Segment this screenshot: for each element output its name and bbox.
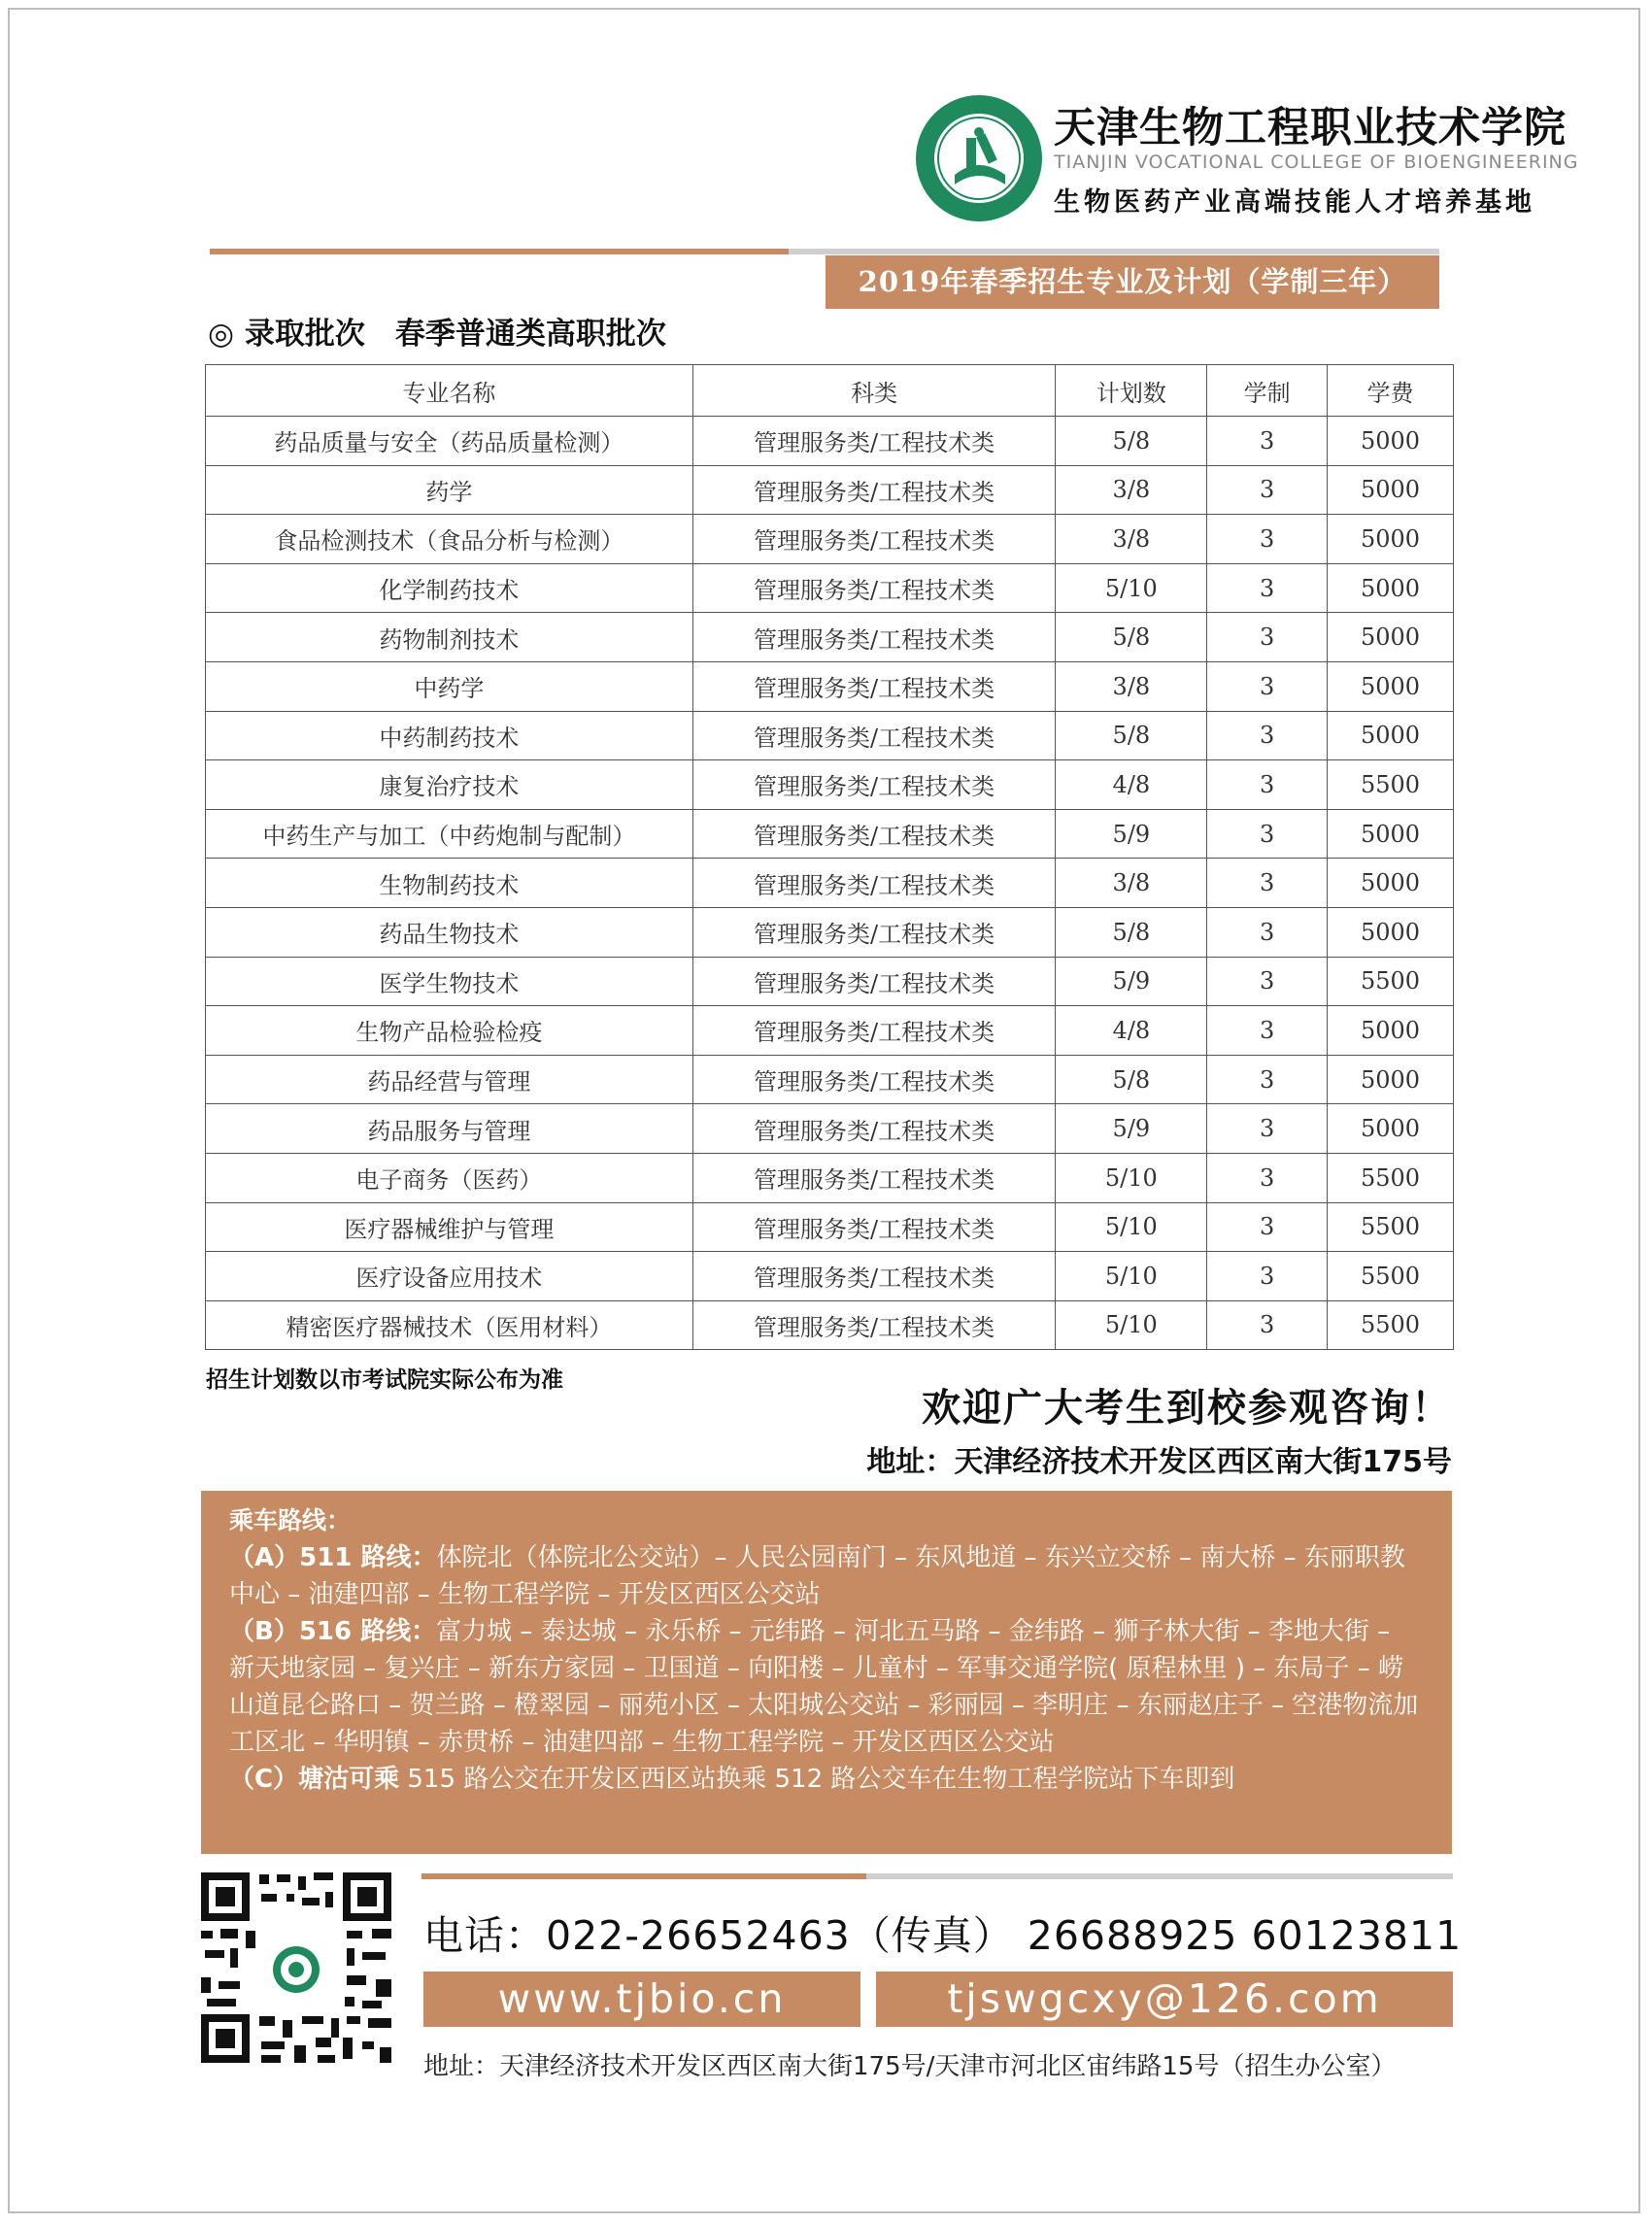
table-cell: 食品检测技术（食品分析与检测） [206, 515, 693, 564]
table-cell: 康复治疗技术 [206, 760, 693, 810]
table-cell: 管理服务类/工程技术类 [692, 1153, 1056, 1202]
table-cell: 5000 [1328, 907, 1454, 957]
table-row [206, 515, 1454, 564]
column-header: 科类 [692, 365, 1056, 417]
table-cell: 3 [1207, 661, 1328, 711]
table-cell: 3 [1207, 1055, 1328, 1104]
school-name-en: TIANJIN VOCATIONAL COLLEGE OF BIOENGINEERING [1054, 152, 1579, 173]
route-b-label: （B）516 路线： [229, 1617, 437, 1646]
table-cell: 生物产品检验检疫 [206, 1006, 693, 1056]
table-cell: 5500 [1328, 1202, 1454, 1252]
table-cell: 3 [1207, 957, 1328, 1006]
table-cell: 5000 [1328, 859, 1454, 908]
table-row [206, 1300, 1454, 1350]
table-cell: 5/9 [1056, 957, 1207, 1006]
table-row [206, 465, 1454, 515]
table-cell: 5/10 [1056, 1300, 1207, 1350]
table-cell: 3 [1207, 711, 1328, 760]
table-cell: 管理服务类/工程技术类 [692, 1104, 1056, 1154]
table-cell: 5/8 [1056, 613, 1207, 662]
table-cell: 3 [1207, 809, 1328, 859]
table-cell: 5/8 [1056, 907, 1207, 957]
school-slogan: 生物医药产业高端技能人才培养基地 [1054, 187, 1535, 218]
table-cell: 3 [1207, 465, 1328, 515]
table-cell: 3 [1207, 417, 1328, 466]
table-cell: 管理服务类/工程技术类 [692, 1300, 1056, 1350]
table-cell: 3 [1207, 563, 1328, 613]
route-a-label: （A）511 路线： [229, 1543, 437, 1572]
campus-address: 地址：天津经济技术开发区西区南大街175号 [866, 1445, 1452, 1479]
table-cell: 5/10 [1056, 1153, 1207, 1202]
table-cell: 药品生物技术 [206, 907, 693, 957]
email-link[interactable]: tjswgcxy@126.com [876, 1972, 1453, 2027]
route-c-text: 515 路公交在开发区西区站换乘 512 路公交车在生物工程学院站下车即到 [399, 1765, 1235, 1794]
column-header: 学费 [1328, 365, 1454, 417]
table-cell: 5500 [1328, 1153, 1454, 1202]
table-cell: 医疗设备应用技术 [206, 1252, 693, 1301]
table-cell: 3 [1207, 859, 1328, 908]
route-a [229, 1539, 1423, 1613]
table-cell: 化学制药技术 [206, 563, 693, 613]
table-cell: 4/8 [1056, 1006, 1207, 1056]
table-row [206, 1055, 1454, 1104]
table-row [206, 1252, 1454, 1301]
table-cell: 药品经营与管理 [206, 1055, 693, 1104]
table-cell: 3 [1207, 515, 1328, 564]
routes-title: 乘车路线： [229, 1506, 352, 1534]
admission-batch: ◎ 录取批次 春季普通类高职批次 [208, 317, 666, 352]
column-header: 学制 [1207, 365, 1328, 417]
qr-code-icon [201, 1804, 391, 2078]
table-row [206, 809, 1454, 859]
table-cell: 电子商务（医药） [206, 1153, 693, 1202]
table-cell: 3 [1207, 1202, 1328, 1252]
table-cell: 生物制药技术 [206, 859, 693, 908]
table-cell: 3/8 [1056, 465, 1207, 515]
table-cell: 药学 [206, 465, 693, 515]
table-row [206, 957, 1454, 1006]
table-cell: 5500 [1328, 760, 1454, 810]
table-cell: 药物制剂技术 [206, 613, 693, 662]
table-row [206, 1006, 1454, 1056]
table-cell: 管理服务类/工程技术类 [692, 1006, 1056, 1056]
table-cell: 5000 [1328, 711, 1454, 760]
route-c [229, 1761, 1423, 1798]
table-cell: 5000 [1328, 1006, 1454, 1056]
table-cell: 精密医疗器械技术（医用材料） [206, 1300, 693, 1350]
route-a-stops: 体院北（体院北公交站）– 人民公园南门 – 东风地道 – 东兴立交桥 – 南大桥 – 东丽职教中心 – 油建四部 – 生物工程学院 – 开发区西区公交站 [229, 1543, 1405, 1609]
table-cell: 管理服务类/工程技术类 [692, 711, 1056, 760]
table-cell: 5000 [1328, 661, 1454, 711]
table-cell: 5000 [1328, 809, 1454, 859]
divider-accent [210, 249, 789, 254]
route-b-stops: 富力城 – 泰达城 – 永乐桥 – 元纬路 – 河北五马路 – 金纬路 – 狮子林大街 – 李地大街 – 新天地家园 – 复兴庄 – 新东方家园 – 卫国道 – 向阳楼 – 儿童村 – 军事交通学院( 原程林里 ) – 东局子 – 崂山道昆仑路口 – 贺兰路 – 橙翠园 – 丽苑小区 – 太阳城公交站 – 彩丽园 – 李明庄 – 东丽赵庄子 – 空港物流加工区北 – 华明镇 – 赤贯桥 – 油建四部 – 生物工程学院 – 开发区西区公交站 [229, 1617, 1419, 1757]
table-row [206, 613, 1454, 662]
table-cell: 3 [1207, 1300, 1328, 1350]
footer-address: 地址：天津经济技术开发区西区南大街175号/天津市河北区宙纬路15号（招生办公室） [423, 2052, 1397, 2081]
table-cell: 管理服务类/工程技术类 [692, 957, 1056, 1006]
table-row [206, 907, 1454, 957]
table-cell: 5/10 [1056, 1202, 1207, 1252]
table-cell: 3 [1207, 1153, 1328, 1202]
table-cell: 药品质量与安全（药品质量检测） [206, 417, 693, 466]
table-cell: 5/8 [1056, 417, 1207, 466]
table-cell: 5/10 [1056, 1252, 1207, 1301]
table-row [206, 859, 1454, 908]
table-cell: 管理服务类/工程技术类 [692, 661, 1056, 711]
table-cell: 5500 [1328, 957, 1454, 1006]
table-row [206, 711, 1454, 760]
table-cell: 3 [1207, 1006, 1328, 1056]
table-cell: 3 [1207, 1104, 1328, 1154]
table-cell: 5000 [1328, 1104, 1454, 1154]
table-cell: 管理服务类/工程技术类 [692, 1252, 1056, 1301]
table-cell: 5000 [1328, 1055, 1454, 1104]
table-cell: 3/8 [1056, 661, 1207, 711]
table-cell: 3/8 [1056, 859, 1207, 908]
column-header: 专业名称 [206, 365, 693, 417]
table-cell: 管理服务类/工程技术类 [692, 760, 1056, 810]
divider-gray [789, 249, 1439, 254]
route-b [229, 1613, 1423, 1761]
contact-phone: 电话：022-26652463（传真） 26688925 60123811 [423, 1912, 1463, 1959]
page-title-banner: 2019年春季招生专业及计划（学制三年） [826, 255, 1439, 309]
column-header: 计划数 [1056, 365, 1207, 417]
table-cell: 管理服务类/工程技术类 [692, 613, 1056, 662]
table-row [206, 1104, 1454, 1154]
table-cell: 5000 [1328, 563, 1454, 613]
table-cell: 5500 [1328, 1252, 1454, 1301]
table-cell: 5000 [1328, 515, 1454, 564]
table-cell: 管理服务类/工程技术类 [692, 1202, 1056, 1252]
table-cell: 3/8 [1056, 515, 1207, 564]
majors-table [205, 364, 1454, 1350]
school-name: 天津生物工程职业技术学院 [1054, 104, 1567, 152]
table-cell: 管理服务类/工程技术类 [692, 515, 1056, 564]
table-cell: 管理服务类/工程技术类 [692, 1055, 1056, 1104]
table-cell: 5/8 [1056, 711, 1207, 760]
plan-note: 招生计划数以市考试院实际公布为准 [206, 1366, 563, 1393]
table-cell: 管理服务类/工程技术类 [692, 907, 1056, 957]
table-cell: 5500 [1328, 1300, 1454, 1350]
table-cell: 5000 [1328, 613, 1454, 662]
table-cell: 3 [1207, 760, 1328, 810]
welcome-text: 欢迎广大考生到校参观咨询！ [922, 1386, 1452, 1431]
table-cell: 5/9 [1056, 1104, 1207, 1154]
table-cell: 3 [1207, 1252, 1328, 1301]
table-cell: 管理服务类/工程技术类 [692, 417, 1056, 466]
table-cell: 3 [1207, 907, 1328, 957]
route-c-label: （C）塘沽可乘 [229, 1765, 400, 1794]
table-cell: 3 [1207, 613, 1328, 662]
table-cell: 中药生产与加工（中药炮制与配制） [206, 809, 693, 859]
table-cell: 5000 [1328, 465, 1454, 515]
table-body [206, 417, 1454, 1350]
table-row [206, 760, 1454, 810]
school-logo-icon [916, 95, 1042, 221]
table-row [206, 417, 1454, 466]
footer-divider-gray [866, 1873, 1453, 1879]
table-cell: 5/10 [1056, 563, 1207, 613]
logo-ring-icon [916, 95, 1042, 221]
table-cell: 中药学 [206, 661, 693, 711]
table-cell: 医疗器械维护与管理 [206, 1202, 693, 1252]
website-link[interactable]: www.tjbio.cn [423, 1972, 860, 2027]
table-cell: 中药制药技术 [206, 711, 693, 760]
bus-routes-panel [201, 1491, 1452, 1854]
table-cell: 管理服务类/工程技术类 [692, 859, 1056, 908]
table-cell: 药品服务与管理 [206, 1104, 693, 1154]
table-cell: 5/9 [1056, 809, 1207, 859]
table-row [206, 1202, 1454, 1252]
table-cell: 管理服务类/工程技术类 [692, 563, 1056, 613]
table-cell: 医学生物技术 [206, 957, 693, 1006]
table-cell: 5000 [1328, 417, 1454, 466]
table-row [206, 563, 1454, 613]
table-cell: 4/8 [1056, 760, 1207, 810]
table-cell: 5/8 [1056, 1055, 1207, 1104]
table-cell: 管理服务类/工程技术类 [692, 465, 1056, 515]
footer-divider-accent [421, 1873, 866, 1879]
table-cell: 管理服务类/工程技术类 [692, 809, 1056, 859]
table-header-row [206, 365, 1454, 417]
table-row [206, 1153, 1454, 1202]
table-row [206, 661, 1454, 711]
